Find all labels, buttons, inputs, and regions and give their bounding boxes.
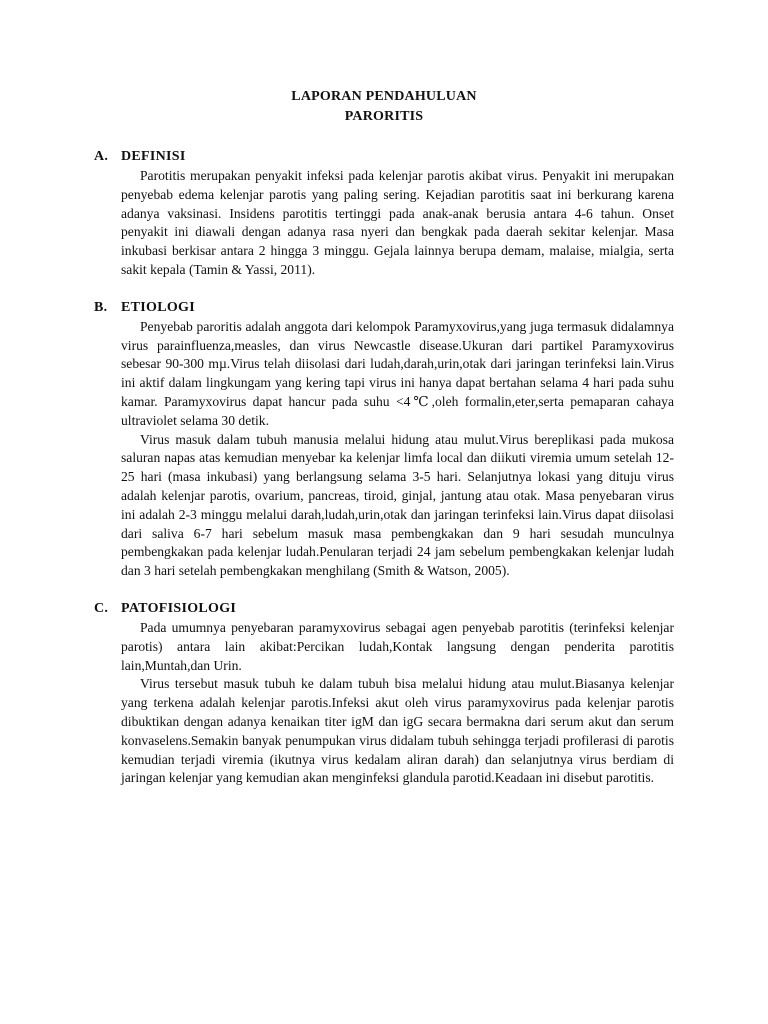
section-body [94,167,674,280]
section-definisi [94,147,674,280]
paragraph: Virus masuk dalam tubuh manusia melalui hidung atau mulut.Virus bereplikasi pada mukosa saluran napas atas kemudian menyebar ka kelenjar limfa local dan diikuti viremia umum setelah 12-25 hari (masa inkubasi) yang berlangsung selama 3-5 hari. Selanjutnya lokasi yang dituju virus adalah kelenjar parotis, ovarium, pancreas, tiroid, ginjal, jantung atau otak. Masa penyebaran virus ini adalah 2-3 minggu melalui darah,ludah,urin,otak dan jaringan terinfeksi lain.Virus dapat diisolasi dari saliva 6-7 hari sebelum masuk masa pembengkakan dan 9 hari sesudah munculnya pembengkakan pada kelenjar ludah.Penularan terjadi 24 jam sebelum pembengkakan kelenjar ludah dan 3 hari setelah pembengkakan menghilang (Smith & Watson, 2005). [121,431,674,579]
section-letter: A. [94,149,109,164]
section-letter: C. [94,600,109,616]
paragraph: Penyebab paroritis adalah anggota dari kelompok Paramyxovirus,yang juga termasuk didalamnya virus parainfluenza,measles, dan virus Newcastle disease.Ukuran dari partikel Paramyxovirus sebesar 90-300 mµ.Virus telah diisolasi dari ludah,darah,urin,otak dari jaringan terinfeksi lain.Virus ini aktif dalam lingkungam yang kering tapi virus ini hanya dapat bertahan selama 4 hari pada suhu kamar. Paramyxovirus dapat hancur pada suhu <4℃,oleh formalin,eter,serta pemaparan cahaya ultraviolet selama 30 detik. [121,318,674,428]
document-subtitle: PARORITIS [344,109,424,124]
section-body [94,619,674,788]
section-heading [94,147,674,167]
section-title: PATOFISIOLOGI [121,600,237,616]
paragraph: Pada umumnya penyebaran paramyxovirus sebagai agen penyebab parotitis (terinfeksi kelenjar parotis) antara lain akibat:Percikan ludah,Kontak langsung dengan penderita parotitis lain,Muntah,dan Urin. [121,619,674,673]
section-heading [94,599,674,619]
document-title: LAPORAN PENDAHULUAN [291,89,477,104]
title-block [94,87,674,127]
section-title: ETIOLOGI [121,299,195,315]
section-body [94,318,674,581]
section-title: DEFINISI [121,149,186,164]
section-heading [94,298,674,318]
paragraph: Parotitis merupakan penyakit infeksi pada kelenjar parotis akibat virus. Penyakit ini merupakan penyebab edema kelenjar parotis yang paling sering. Kejadian parotitis saat ini berkurang karena adanya vaksinasi. Insidens parotitis tertinggi pada anak-anak berusia antara 4-6 tahun. Onset penyakit ini diawali dengan adanya rasa nyeri dan bengkak pada daerah sekitar kelenjar. Masa inkubasi berkisar antara 2 hingga 3 minggu. Gejala lainnya berupa demam, malaise, mialgia, serta sakit kepala (Tamin & Yassi, 2011). [121,168,674,277]
paragraph: Virus tersebut masuk tubuh ke dalam tubuh bisa melalui hidung atau mulut.Biasanya kelenjar yang terkena adalah kelenjar parotis.Infeksi akut oleh virus paramyxovirus pada kelenjar parotis dibuktikan dengan adanya kenaikan titer igM dan igG secara bermakna dari serum akut dan serum konvaselens.Semakin banyak penumpukan virus didalam tubuh sehingga terjadi profilerasi di parotis kemudian terjadi viremia (ikutnya virus kedalam aliran darah) dan selanjutnya virus berdiam di jaringan kelenjar yang kemudian akan menginfeksi glandula parotid.Keadaan ini disebut parotitis. [121,676,674,786]
section-patofisiologi [94,599,674,788]
section-letter: B. [94,299,108,315]
section-etiologi [94,298,674,581]
